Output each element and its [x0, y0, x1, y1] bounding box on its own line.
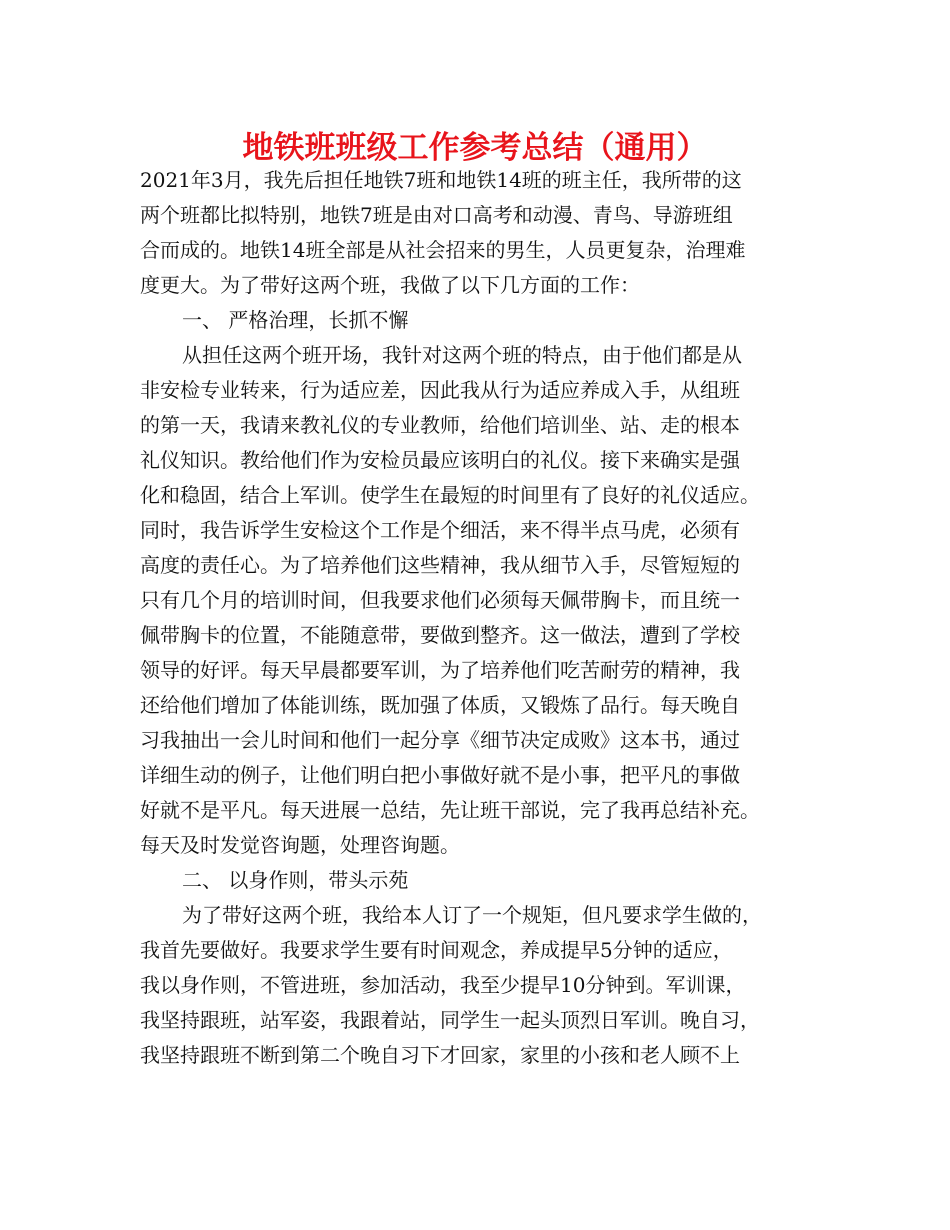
text-line: 的第一天，我请来教礼仪的专业教师，给他们培训坐、站、走的根本 — [140, 413, 740, 437]
text-line: 化和稳固，结合上军训。使学生在最短的时间里有了良好的礼仪适应。 — [140, 483, 760, 507]
document-title: 地铁班班级工作参考总结（通用） — [242, 130, 708, 166]
text-line: 合而成的。地铁14班全部是从社会招来的男生，人员更复杂，治理难 — [140, 238, 746, 262]
text-line: 一、 严格治理，长抓不懈 — [182, 308, 409, 332]
text-line: 高度的责任心。为了培养他们这些精神，我从细节入手，尽管短短的 — [140, 553, 740, 577]
text-line: 非安检专业转来，行为适应差，因此我从行为适应养成入手，从组班 — [140, 378, 740, 402]
text-line: 两个班都比拟特别，地铁7班是由对口高考和动漫、青鸟、导游班组 — [140, 203, 733, 227]
text-line: 礼仪知识。教给他们作为安检员最应该明白的礼仪。接下来确实是强 — [140, 448, 740, 472]
text-line: 2021年3月，我先后担任地铁7班和地铁14班的班主任，我所带的这 — [140, 168, 742, 192]
text-line: 同时，我告诉学生安检这个工作是个细活，来不得半点马虎，必须有 — [140, 518, 740, 542]
text-line: 每天及时发觉咨询题，处理咨询题。 — [140, 833, 460, 857]
text-line: 还给他们增加了体能训练，既加强了体质，又锻炼了品行。每天晚自 — [140, 693, 740, 717]
text-line: 我首先要做好。我要求学生要有时间观念，养成提早5分钟的适应， — [140, 938, 733, 962]
text-line: 佩带胸卡的位置，不能随意带，要做到整齐。这一做法，遭到了学校 — [140, 623, 740, 647]
text-line: 度更大。为了带好这两个班，我做了以下几方面的工作： — [140, 273, 640, 297]
document-body — [140, 163, 812, 1073]
text-line: 我坚持跟班，站军姿，我跟着站，同学生一起头顶烈日军训。晚自习， — [140, 1008, 760, 1032]
text-line: 为了带好这两个班，我给本人订了一个规矩，但凡要求学生做的， — [182, 903, 762, 927]
text-line: 详细生动的例子，让他们明白把小事做好就不是小事，把平凡的事做 — [140, 763, 740, 787]
text-line: 好就不是平凡。每天进展一总结，先让班干部说，完了我再总结补充。 — [140, 798, 760, 822]
text-line: 从担任这两个班开场，我针对这两个班的特点，由于他们都是从 — [182, 343, 742, 367]
text-line: 二、 以身作则，带头示苑 — [182, 868, 409, 892]
text-line: 只有几个月的培训时间，但我要求他们必须每天佩带胸卡，而且统一 — [140, 588, 740, 612]
text-line: 我以身作则，不管进班，参加活动，我至少提早10分钟到。军训课， — [140, 973, 746, 997]
text-line: 习我抽出一会儿时间和他们一起分享《细节决定成败》这本书，通过 — [140, 728, 740, 752]
text-line: 我坚持跟班不断到第二个晚自习下才回家，家里的小孩和老人顾不上 — [140, 1043, 740, 1067]
text-line: 领导的好评。每天早晨都要军训，为了培养他们吃苦耐劳的精神，我 — [140, 658, 740, 682]
